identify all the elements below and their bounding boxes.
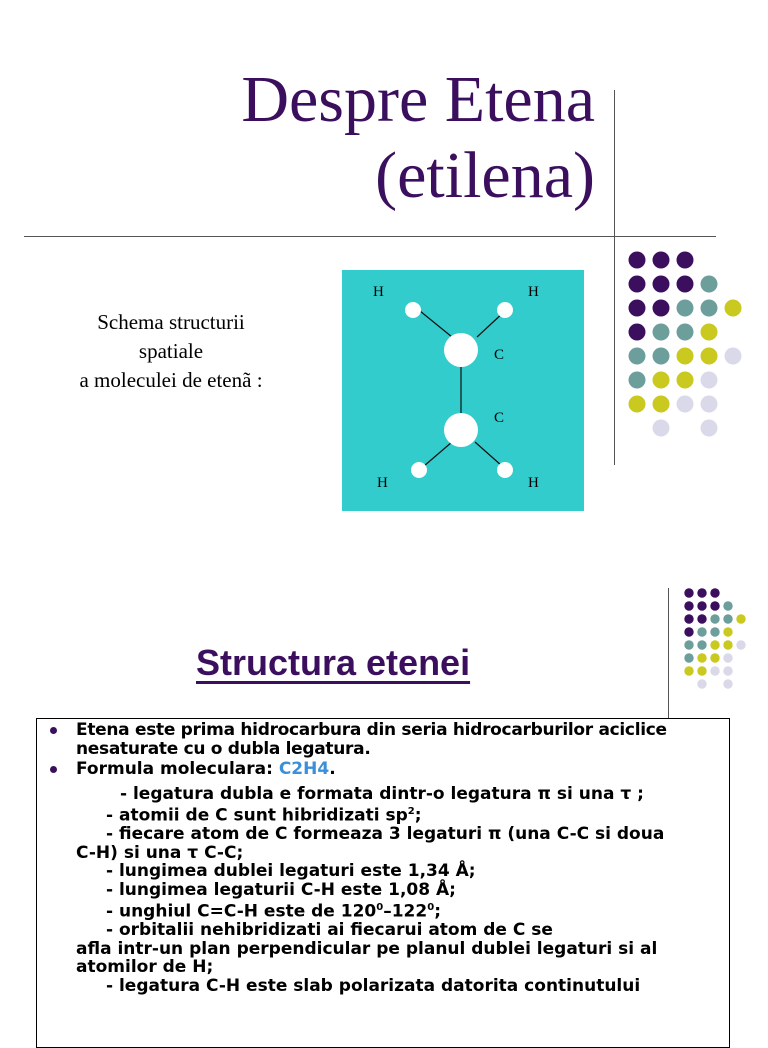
- ethene-molecule-diagram: [342, 270, 584, 511]
- detail-line: - legatura dubla e formata dintr-o legatura π si una τ ;: [120, 783, 644, 804]
- bullet-formula: [46, 760, 726, 779]
- slide-title: [150, 62, 595, 214]
- detail-line: - lungimea legaturii C-H este 1,08 Å;: [106, 879, 456, 900]
- carbon-atom: [444, 413, 478, 447]
- label-h: H: [528, 475, 539, 491]
- label-c: C: [494, 410, 505, 426]
- detail-line: - unghiul C=C-H este de $120^0-122^0$;: [106, 901, 441, 922]
- bullet-intro: Etena este prima hidrocarbura din seria hidrocarburilor aciclice nesaturate cu o dubla legatura.: [46, 721, 726, 758]
- caption-line-1: Schema structurii: [97, 310, 245, 334]
- formula-period: .: [329, 759, 336, 779]
- detail-line: - lungimea dublei legaturi este 1,34 Å;: [106, 861, 476, 882]
- detail-line: afla intr-un plan perpendicular pe planul dublei legaturi si al: [76, 938, 658, 959]
- hydrogen-atom: [497, 302, 513, 318]
- label-h: H: [528, 284, 539, 300]
- title-line-2: (etilena): [375, 139, 595, 212]
- formula-label: Formula moleculara:: [76, 759, 279, 779]
- detail-line: C-H) si una τ C-C;: [76, 842, 244, 863]
- horizontal-divider: [24, 236, 716, 237]
- structure-content: [46, 721, 726, 995]
- detail-line: - legatura C-H este slab polarizata datorita continutului: [106, 975, 641, 996]
- caption-line-3: a moleculei de etenã :: [79, 368, 263, 392]
- structure-caption: [36, 308, 306, 395]
- detail-line: - atomii de C sunt hibridizati $sp^2$;: [106, 805, 422, 826]
- hydrogen-atom: [497, 462, 513, 478]
- section-title: Structura etenei: [196, 642, 471, 683]
- label-h: H: [373, 284, 384, 300]
- detail-line: - orbitalii nehibridizati ai fiecarui atom de C se: [106, 920, 553, 941]
- title-line-1: Despre Etena: [241, 63, 595, 136]
- decorative-dots-bottom: [682, 588, 762, 698]
- decorative-dots-top: [624, 250, 744, 440]
- hydrogen-atom: [411, 462, 427, 478]
- label-h: H: [377, 475, 388, 491]
- detail-line: atomilor de H;: [76, 957, 214, 978]
- molecular-formula: C2H4: [278, 759, 330, 779]
- hydrogen-atom: [405, 302, 421, 318]
- vertical-divider: [668, 588, 669, 718]
- vertical-divider: [614, 90, 615, 465]
- detail-line: - fiecare atom de C formeaza 3 legaturi π (una C-C si doua: [106, 824, 665, 845]
- caption-line-2: spatiale: [138, 339, 204, 363]
- carbon-atom: [444, 333, 478, 367]
- label-c: C: [494, 347, 505, 363]
